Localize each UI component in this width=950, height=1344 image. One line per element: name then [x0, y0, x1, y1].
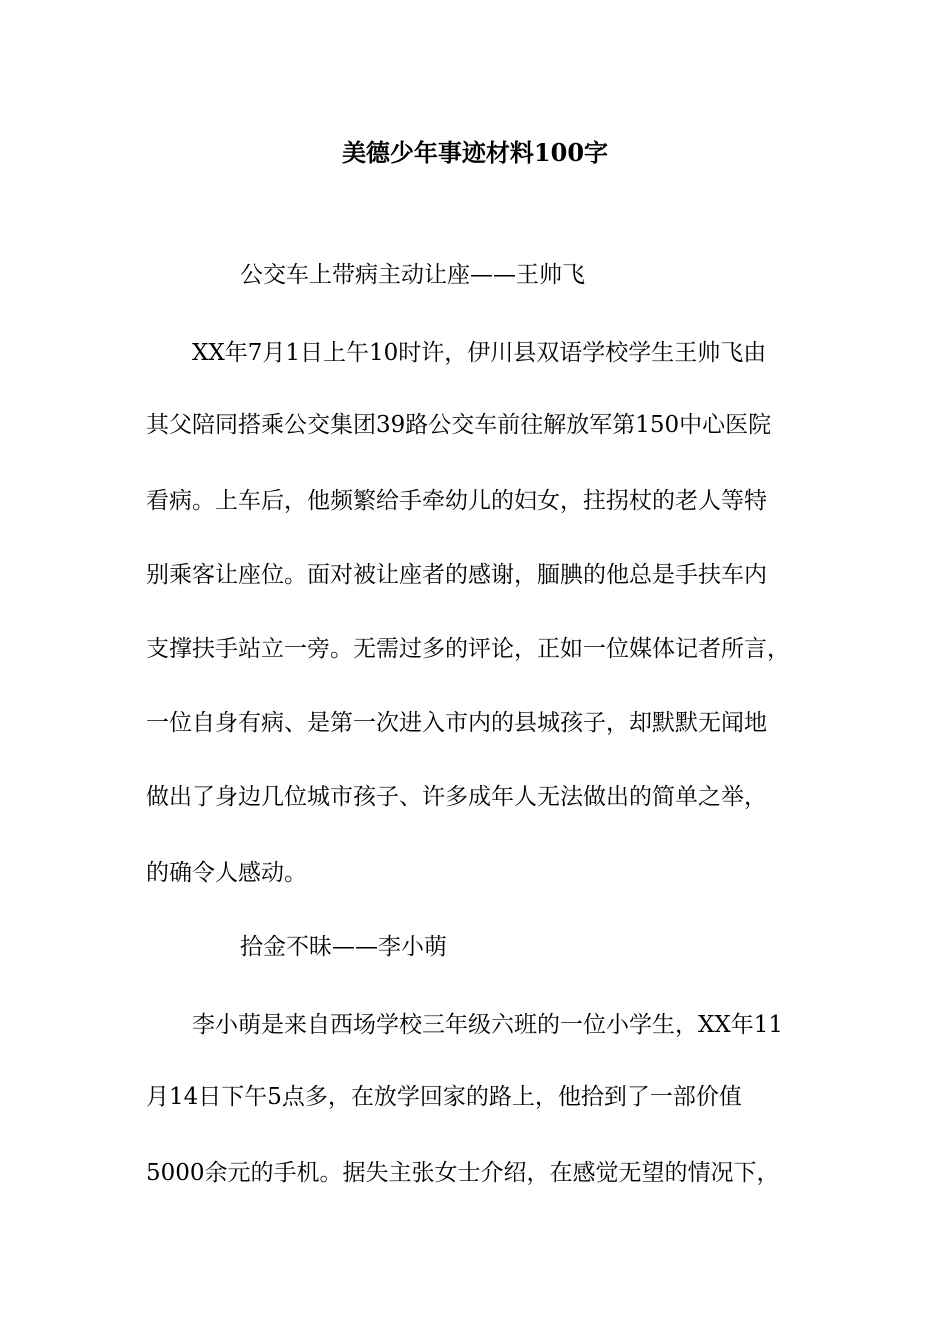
paragraph-line: 李小萌是来自西场学校三年级六班的一位小学生，XX年11 [192, 1012, 784, 1038]
paragraph-line: 其父陪同搭乘公交集团39路公交车前往解放军第150中心医院 [146, 412, 772, 438]
paragraph-line: 月14日下午5点多，在放学回家的路上，他拾到了一部价值 [146, 1084, 742, 1110]
paragraph-line: 做出了身边几位城市孩子、许多成年人无法做出的简单之举， [146, 784, 767, 810]
paragraph-line: 5000余元的手机。据失主张女士介绍，在感觉无望的情况下， [146, 1160, 780, 1186]
section-heading: 拾金不昧——李小萌 [240, 934, 447, 960]
paragraph-line: 的确令人感动。 [146, 860, 307, 886]
document-title: 美德少年事迹材料100字 [341, 138, 609, 167]
paragraph-line: 看病。上车后，他频繁给手牵幼儿的妇女，拄拐杖的老人等特 [146, 488, 767, 514]
section-heading: 公交车上带病主动让座——王帅飞 [240, 262, 585, 288]
paragraph-line: XX年7月1日上午10时许，伊川县双语学校学生王帅飞由 [192, 340, 767, 366]
paragraph-line: 支撑扶手站立一旁。无需过多的评论，正如一位媒体记者所言， [146, 636, 790, 662]
paragraph-line: 别乘客让座位。面对被让座者的感谢，腼腆的他总是手扶车内 [146, 562, 767, 588]
paragraph-line: 一位自身有病、是第一次进入市内的县城孩子，却默默无闻地 [146, 710, 767, 736]
